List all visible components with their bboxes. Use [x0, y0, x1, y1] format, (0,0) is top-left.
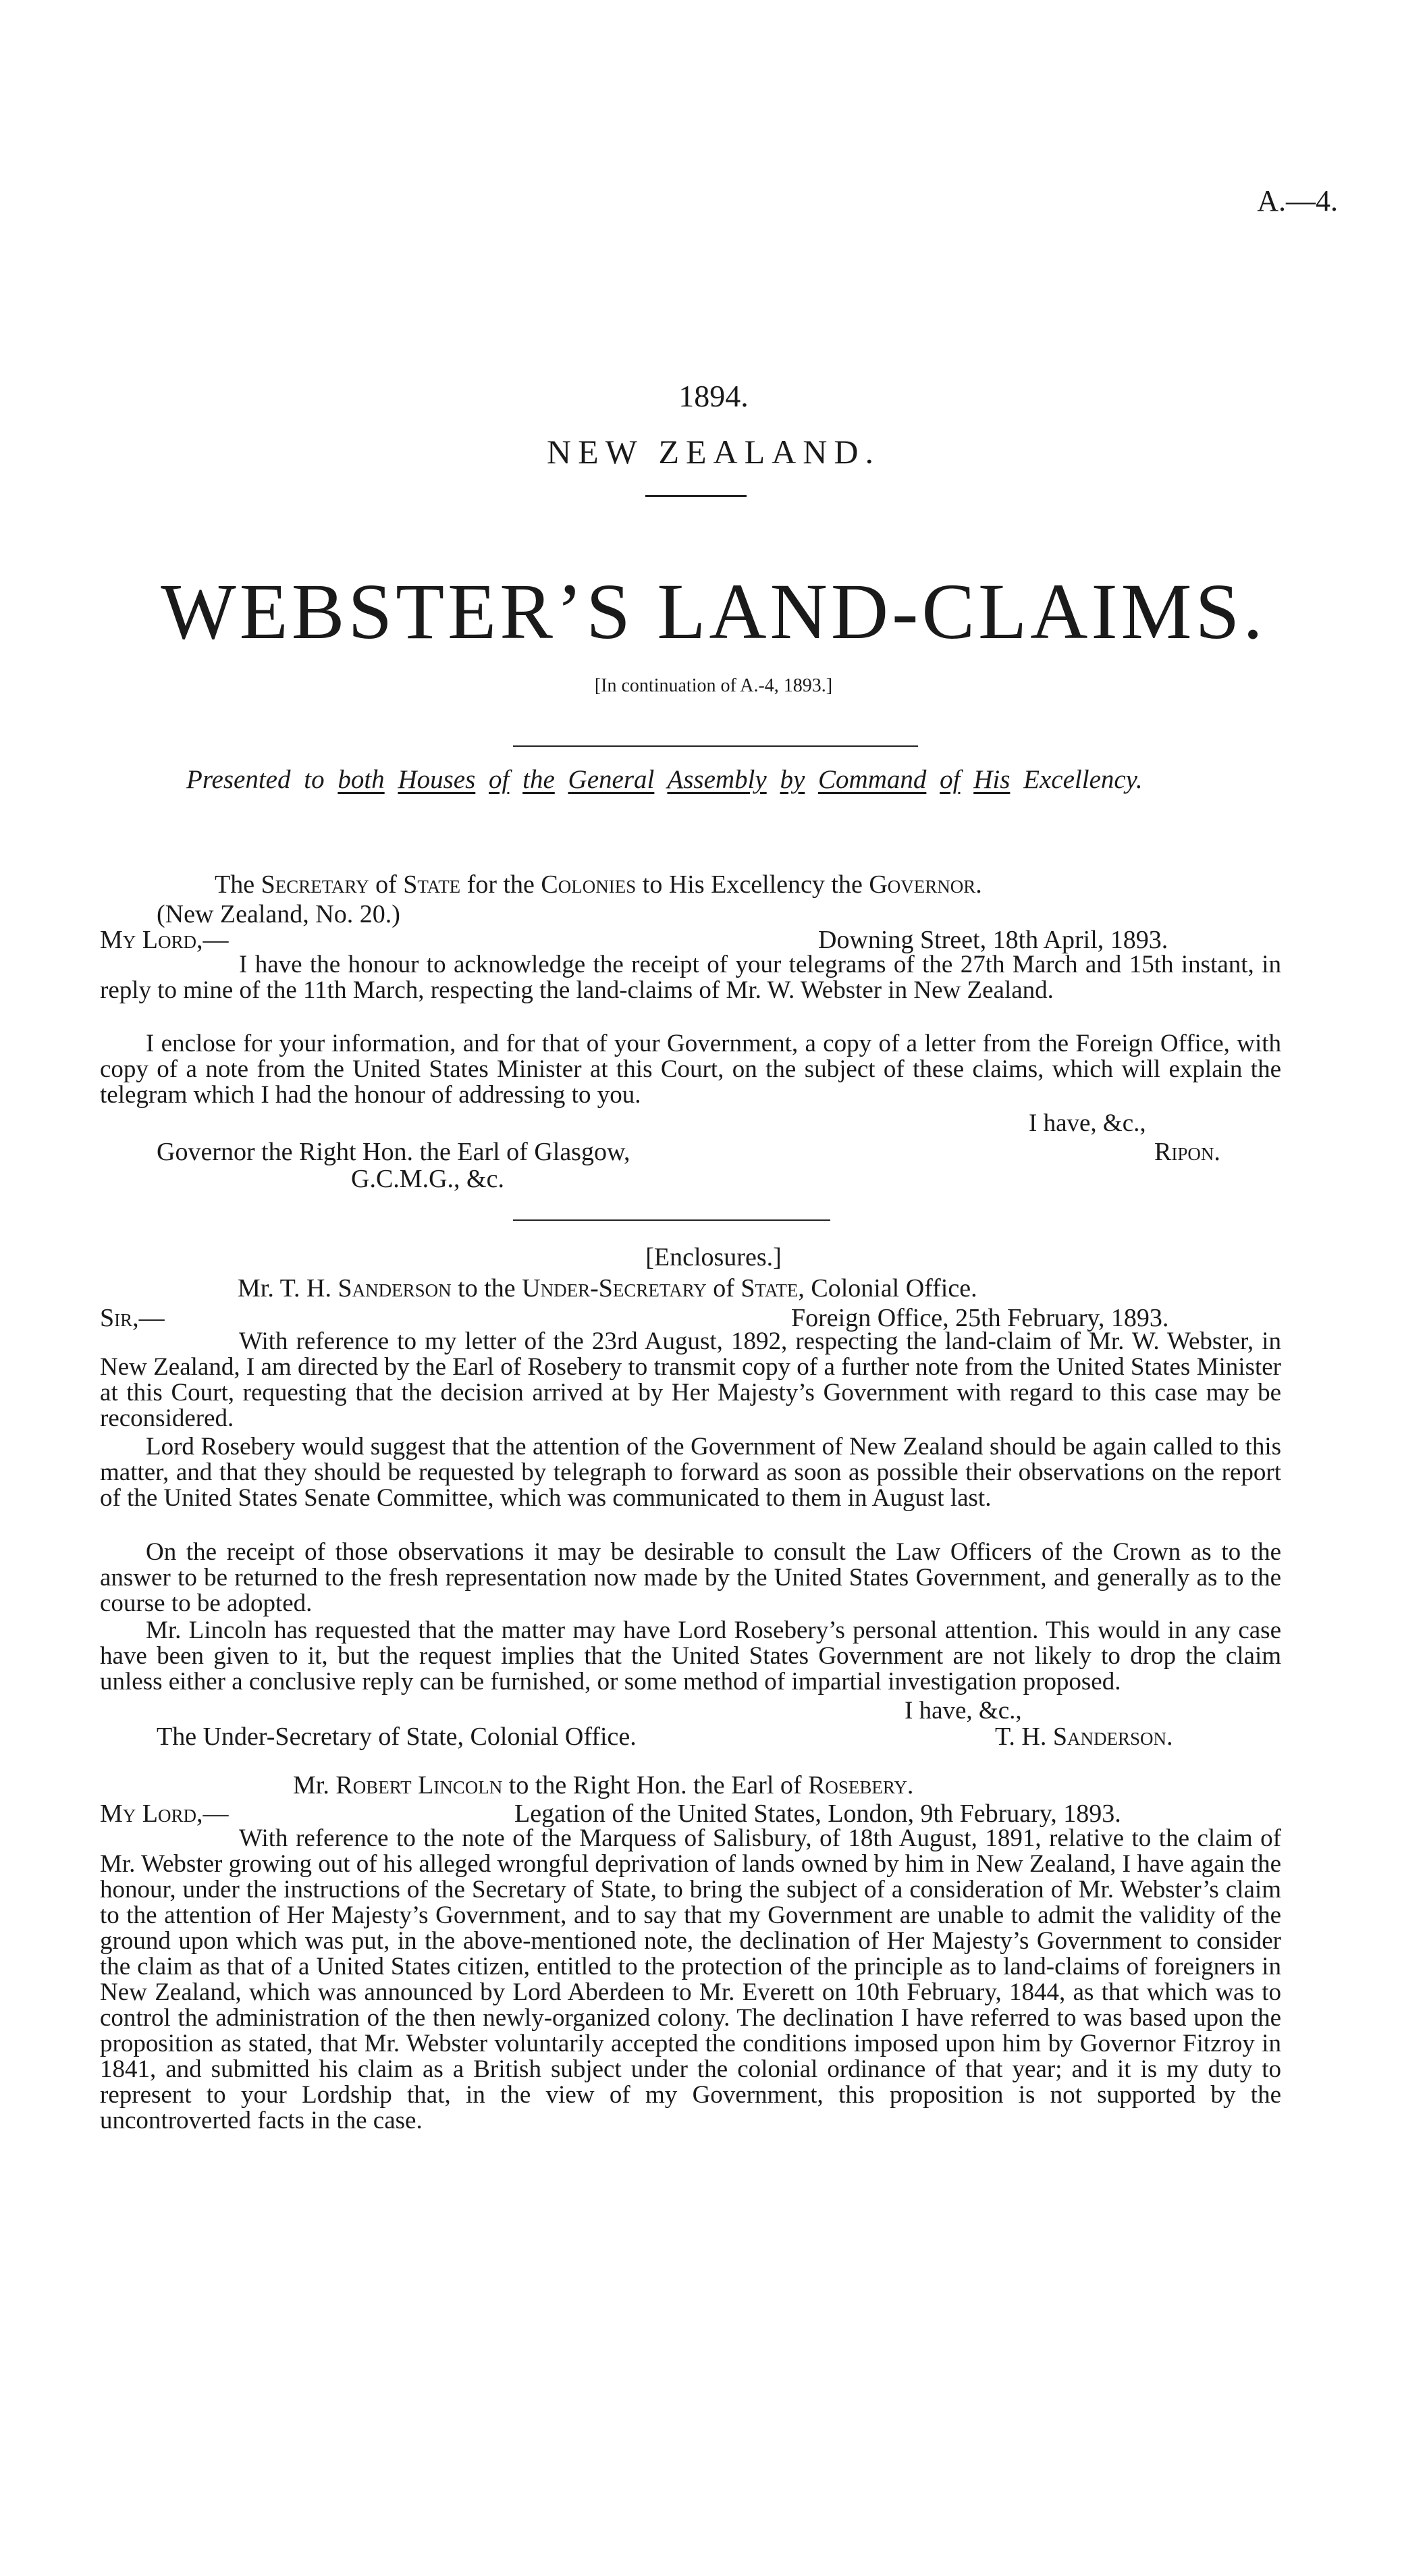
presented-word: Presented: [186, 765, 291, 794]
presented-word: His: [973, 765, 1011, 794]
paragraph: With reference to my letter of the 23rd August, 1892, respecting the land-claim of Mr. W. Webster, in New Zealand, I am directed by the Earl of Rosebery to transmit copy of a further note from the United States Minister at this Court, requesting that the decision arrived at by Her Majesty’s Government with regard to this case may be reconsidered.: [100, 1328, 1281, 1432]
heading-text: to the Right Hon. the Earl of: [502, 1771, 809, 1799]
presented-word: of: [940, 765, 961, 794]
presented-word: General: [568, 765, 655, 794]
salutation: Sir,—: [100, 1304, 165, 1332]
place-date: Foreign Office, 25th February, 1893.: [791, 1304, 1169, 1332]
presented-word: Command: [818, 765, 927, 794]
heading-text: of: [369, 870, 404, 899]
heading-text: Mr.: [293, 1771, 336, 1799]
heading-text: Secretary: [261, 870, 369, 899]
paragraph: I enclose for your information, and for that of your Government, a copy of a letter from the Foreign Office, with copy of a note from the United States Minister at this Court, on the subject of these claims, which will explain the telegram which I had the honour of addressing to you.: [100, 1030, 1281, 1109]
page-number: A.—4.: [1257, 184, 1338, 217]
paragraph: With reference to the note of the Marquess of Salisbury, of 18th August, 1891, relative to the claim of Mr. Webster growing out of his alleged wrongful deprivation of lands owned by him in New Zealand, I have again the honour, under the instructions of the Secretary of State, to bring the subject of a consideration of Mr. Webster’s claim to the attention of Her Majesty’s Government, and to say that my Government are unable to admit the validity of the ground upon which was put, in the above-mentioned note, the declination of Her Majesty’s Government to consider the claim as that of a United States citizen, entitled to the protection of the principle as to land-claims of foreigners in New Zealand, which was announced by Lord Aberdeen to Mr. Everett on 10th February, 1844, as that which was to control the administration of the then newly-organized colony. The declination I have referred to was based upon the proposition as stated, that Mr. Webster voluntarily accepted the conditions imposed upon him by Governor Fitzroy in 1841, and submitted his claim as a British subject under the colonial ordinance of that year; and it is my duty to represent to your Lordship that, in the view of my Government, this proposition is not supported by the uncontroverted facts in the case.: [100, 1824, 1281, 2134]
salutation: My Lord,—: [100, 1799, 229, 1828]
presented-word: by: [780, 765, 805, 794]
heading-text: for the: [460, 870, 541, 899]
salutation: My Lord,—: [100, 926, 229, 954]
presented-word: of: [489, 765, 510, 794]
place-date: Legation of the United States, London, 9th February, 1893.: [514, 1799, 1121, 1828]
presented-word: Houses: [398, 765, 476, 794]
heading-text: Colonies: [541, 870, 637, 899]
closing: I have, &c.,: [905, 1697, 1022, 1725]
closing: I have, &c.,: [1029, 1109, 1146, 1137]
heading-text: Rosebery.: [808, 1771, 914, 1799]
heading-text: of: [706, 1274, 741, 1303]
heading-text: , Colonial Office.: [798, 1274, 977, 1303]
presented-word: Assembly: [667, 765, 767, 794]
heading-text: The: [215, 870, 261, 899]
country: NEW ZEALAND.: [547, 433, 880, 471]
paragraph: On the receipt of those observations it may be desirable to consult the Law Officers of the Crown as to the answer to be returned to the fresh representation now made by the United States Government, and generally as to the course to be adopted.: [100, 1538, 1281, 1617]
letter-heading: [293, 1770, 913, 1800]
paragraph: Mr. Lincoln has requested that the matter may have Lord Rosebery’s personal attention. This would in any case have been given to it, but the request implies that the United States Government are not likely to drop the claim unless either a conclusive reply can be furnished, or some method of impartial investigation proposed.: [100, 1616, 1281, 1696]
paragraph: Lord Rosebery would suggest that the attention of the Government of New Zealand should be again called to this matter, and that they should be requested by telegraph to forward as soon as possible their observations on the report of the United States Senate Committee, which was communicated to them in August last.: [100, 1433, 1281, 1512]
divider: [513, 745, 918, 747]
heading-text: State: [403, 870, 461, 899]
heading-text: to the: [451, 1274, 522, 1303]
enclosures-label: [Enclosures.]: [645, 1243, 782, 1271]
divider: [645, 495, 747, 497]
presented-word: the: [522, 765, 555, 794]
signature: Ripon.: [1154, 1138, 1220, 1166]
heading-text: Sanderson: [338, 1274, 452, 1303]
signature: T. H. Sanderson.: [995, 1723, 1173, 1751]
year: 1894.: [678, 379, 749, 413]
addressee: The Under-Secretary of State, Colonial Office.: [157, 1723, 637, 1751]
heading-text: Governor.: [869, 870, 982, 899]
presented-word: Excellency.: [1023, 765, 1143, 794]
heading-text: Robert Lincoln: [335, 1771, 503, 1799]
place-date: Downing Street, 18th April, 1893.: [818, 926, 1168, 954]
letter-heading: [215, 870, 982, 899]
heading-text: to His Excellency the: [636, 870, 869, 899]
continuation-note: [In continuation of A.-4, 1893.]: [594, 675, 833, 696]
heading-text: State: [741, 1274, 799, 1303]
presented-line: [186, 764, 1143, 795]
divider: [513, 1219, 830, 1221]
addressee-title: G.C.M.G., &c.: [351, 1165, 504, 1193]
presented-word: to: [304, 765, 325, 794]
heading-text: Mr. T. H.: [238, 1274, 338, 1303]
addressee: Governor the Right Hon. the Earl of Glasgow,: [157, 1138, 630, 1166]
paragraph: I have the honour to acknowledge the receipt of your telegrams of the 27th March and 15th instant, in reply to mine of the 11th March, respecting the land-claims of Mr. W. Webster in New Zealand.: [100, 951, 1281, 1004]
dispatch-reference: (New Zealand, No. 20.): [157, 900, 400, 928]
letter-heading: [238, 1273, 977, 1303]
heading-text: Under-Secretary: [522, 1274, 707, 1303]
presented-word: both: [338, 765, 385, 794]
document-title: WEBSTER’S LAND-CLAIMS.: [161, 567, 1266, 656]
